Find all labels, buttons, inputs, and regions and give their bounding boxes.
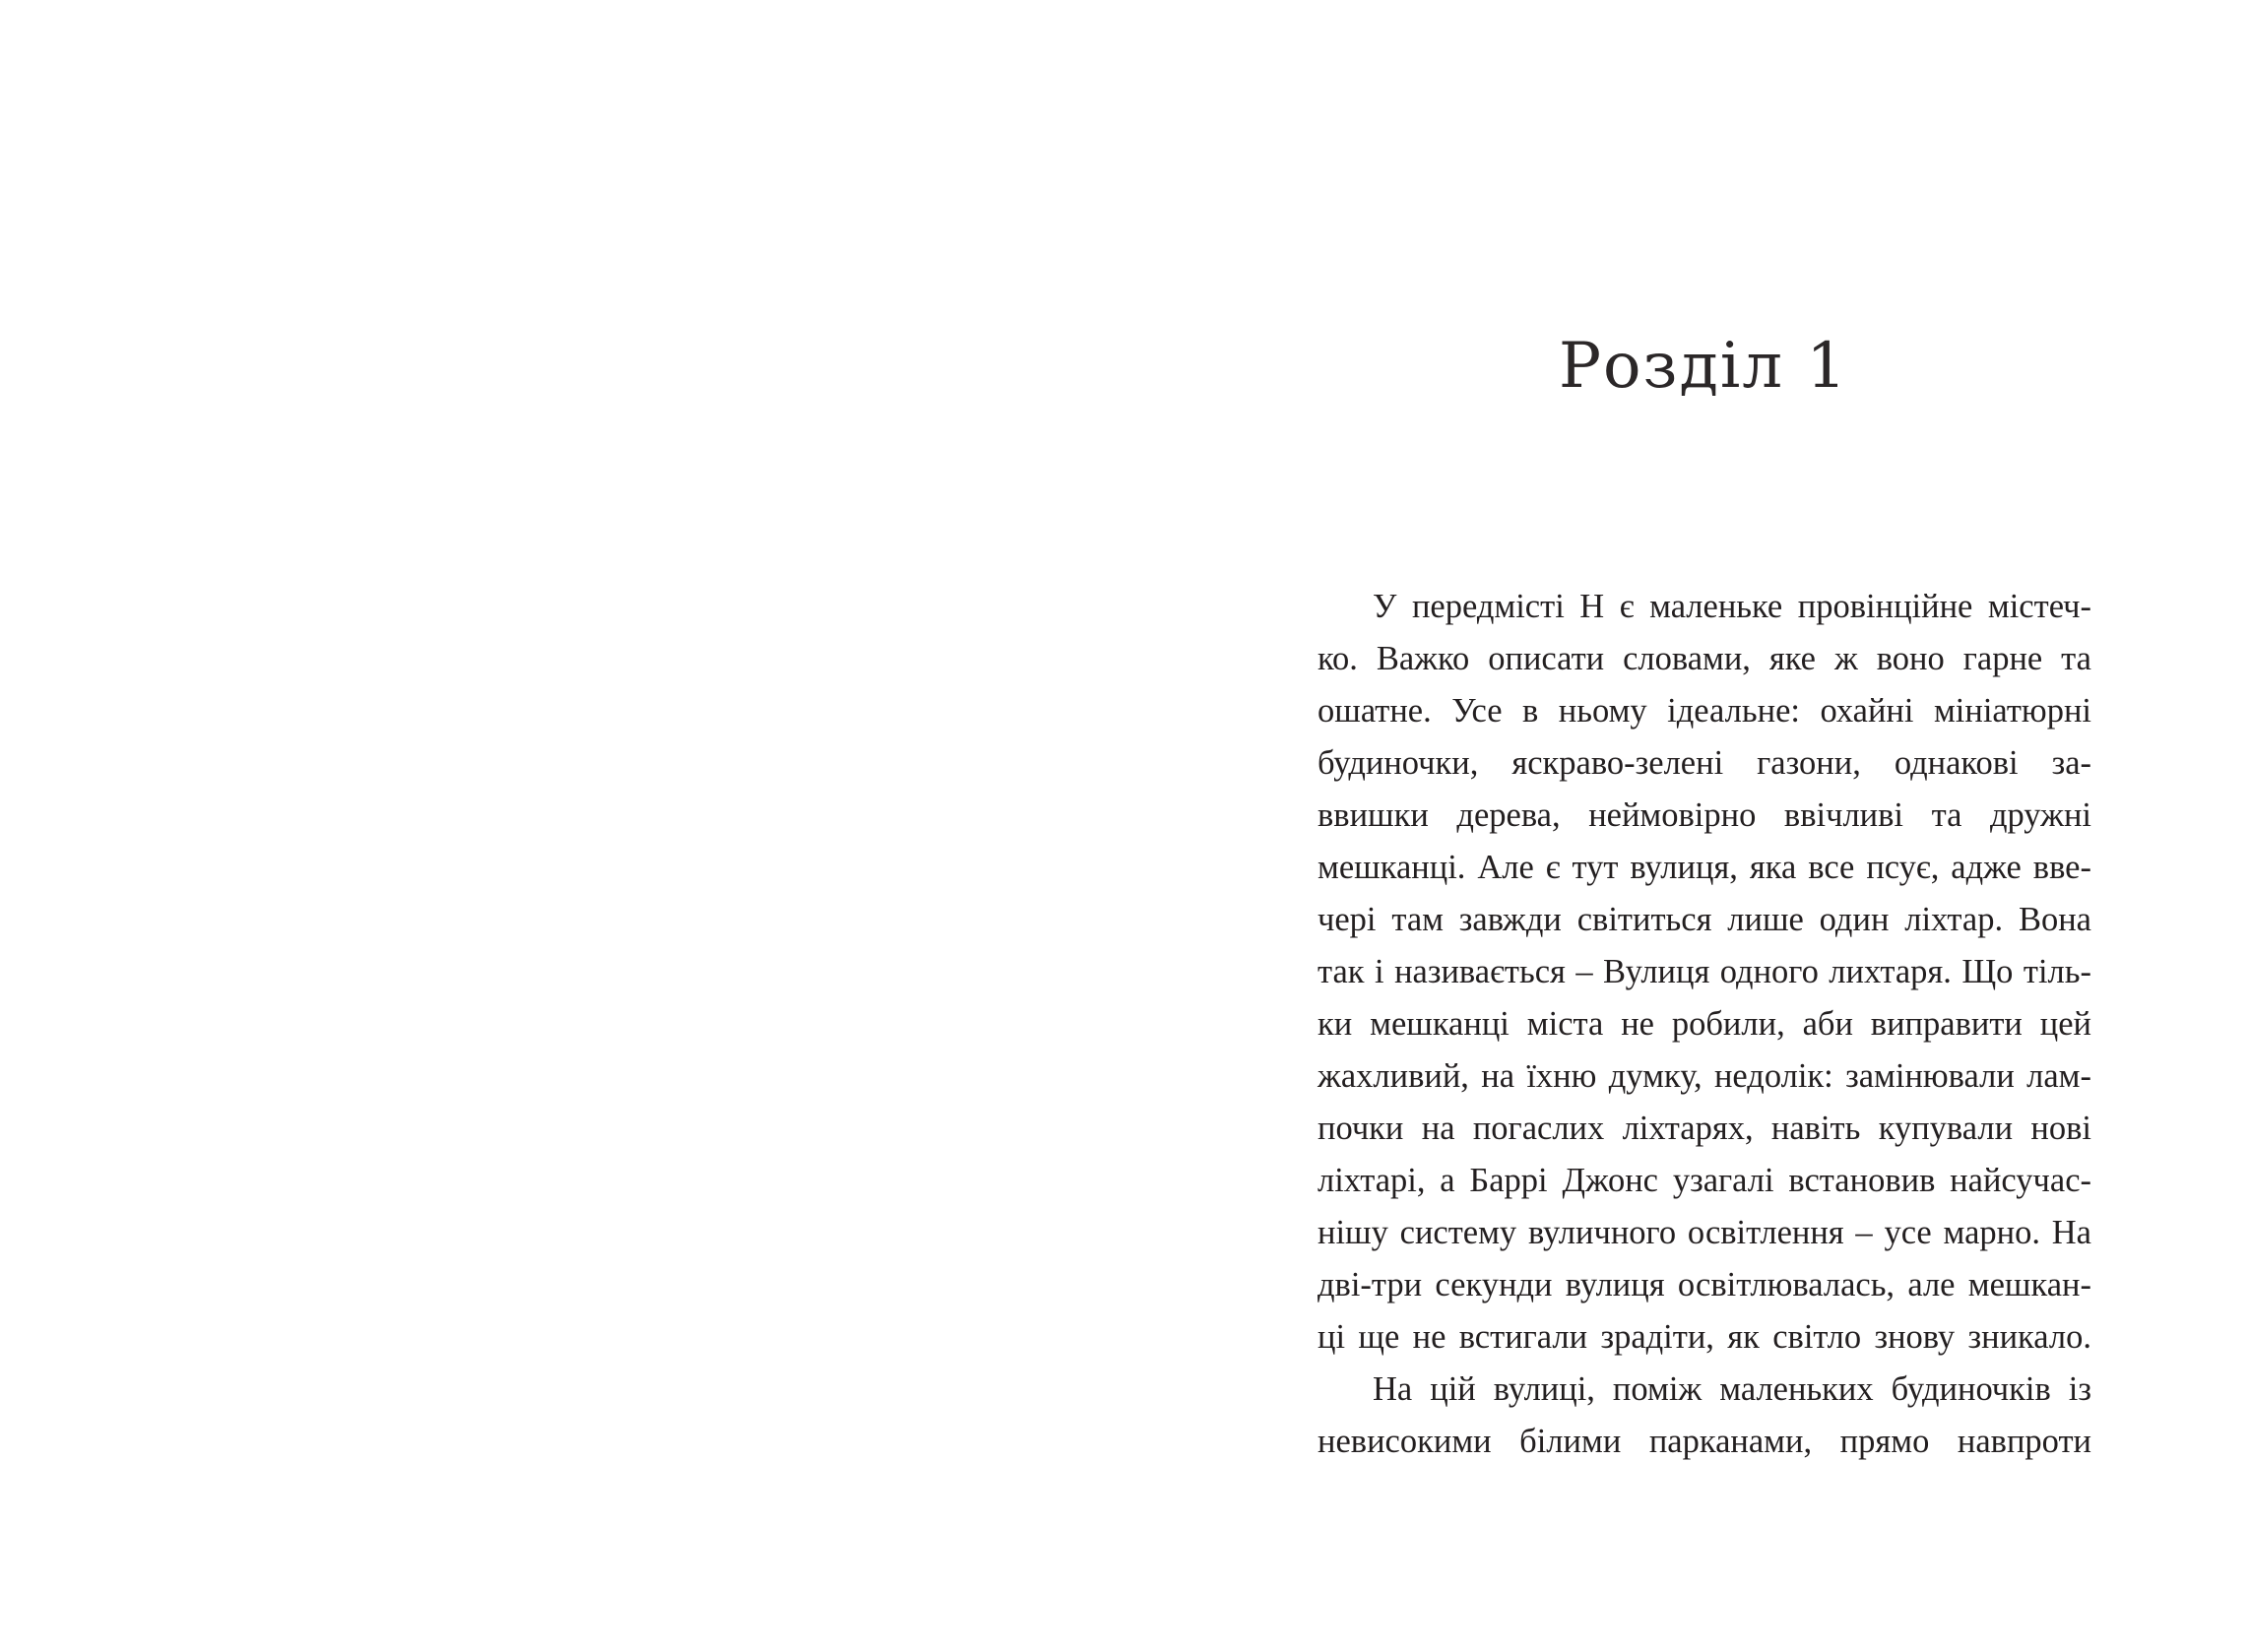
text-line: так і називається – Вулиця одного лихтаря. Що тіль-: [1317, 953, 2091, 990]
text-line: будиночки, яскраво-зелені газони, однакові за-: [1317, 744, 2091, 782]
text-line: дві-три секунди вулиця освітлювалась, але мешкан-: [1317, 1266, 2091, 1303]
text-line: ошатне. Усе в ньому ідеальне: охайні мініатюрні: [1317, 692, 2091, 730]
text-line: ко. Важко описати словами, яке ж воно гарне та: [1317, 640, 2091, 677]
text-line: ки мешканці міста не робили, аби виправити цей: [1317, 1005, 2091, 1043]
text-line: ввишки дерева, неймовірно ввічливі та дружні: [1317, 796, 2091, 834]
text-line: нішу систему вуличного освітлення – усе марно. На: [1317, 1214, 2091, 1251]
text-line: На цій вулиці, поміж маленьких будиночків із: [1373, 1370, 2091, 1408]
chapter-body-text: [1317, 581, 2091, 1468]
text-line: мешканці. Але є тут вулиця, яка все псує, адже вве-: [1317, 849, 2091, 886]
text-line: жахливий, на їхню думку, недолік: замінювали лам-: [1317, 1057, 2091, 1095]
chapter-title: Розділ 1: [1558, 330, 1849, 403]
text-line: ці ще не встигали зрадіти, як світло знову зникало.: [1317, 1318, 2091, 1356]
text-line: почки на погаслих ліхтарях, навіть купували нові: [1317, 1110, 2091, 1147]
text-line: ліхтарі, а Баррі Джонс узагалі встановив найсучас-: [1317, 1162, 2091, 1199]
left-page-blank: [0, 0, 1124, 1652]
text-line: У передмісті Н є маленьке провінційне містеч-: [1373, 588, 2091, 625]
text-line: невисокими білими парканами, прямо навпроти: [1317, 1423, 2091, 1460]
text-line: чері там завжди світиться лише один ліхтар. Вона: [1317, 901, 2091, 938]
